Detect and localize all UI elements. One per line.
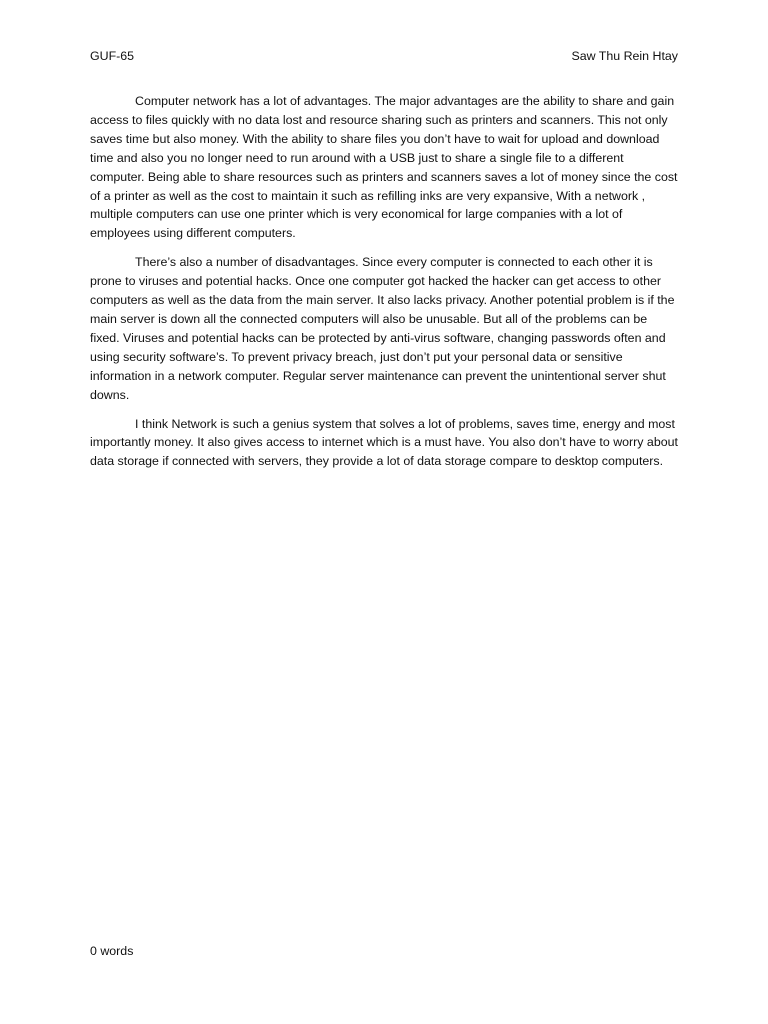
paragraph-disadvantages[interactable]: There’s also a number of disadvantages. Since every computer is connected to each other it is prone to viruses and potential hacks. Once one computer got hacked the hacker can get access to other computers as well as the data from the main server. It also lacks privacy. Another potential problem is if the main server is down all the connected computers will also be unusable. But all of the problems can be fixed. Viruses and potential hacks can be protected by anti-virus software, changing passwords often and using security software’s. To prevent privacy breach, just don’t put your personal data or sensitive information in a network computer. Regular server maintenance can prevent the unintentional server shut downs.: [90, 255, 675, 402]
header-course-code: GUF-65: [90, 49, 135, 63]
word-count-status: 0 words: [90, 944, 134, 958]
header-author-name: Saw Thu Rein Htay: [571, 49, 678, 63]
document-body[interactable]: [90, 92, 678, 481]
paragraph-conclusion[interactable]: I think Network is such a genius system that solves a lot of problems, saves time, energy and most importantly money. It also gives access to internet which is a must have. You also don’t have to worry about data storage if connected with servers, they provide a lot of data storage compare to desktop computers.: [90, 416, 678, 469]
page-header: [90, 47, 678, 65]
paragraph-advantages[interactable]: Computer network has a lot of advantages. The major advantages are the ability to share and gain access to files quickly with no data lost and resource sharing such as printers and scanners. This not only saves time but also money. With the ability to share files you don’t have to wait for upload and download time and also you no longer need to run around with a USB just to share a single file to a different computer. Being able to share resources such as printers and scanners saves a lot of money since the cost of a printer as well as the cost to maintain it such as refilling inks are very expansive, With a network , multiple computers can use one printer which is very economical for large companies with a lot of employees using different computers.: [90, 94, 678, 241]
